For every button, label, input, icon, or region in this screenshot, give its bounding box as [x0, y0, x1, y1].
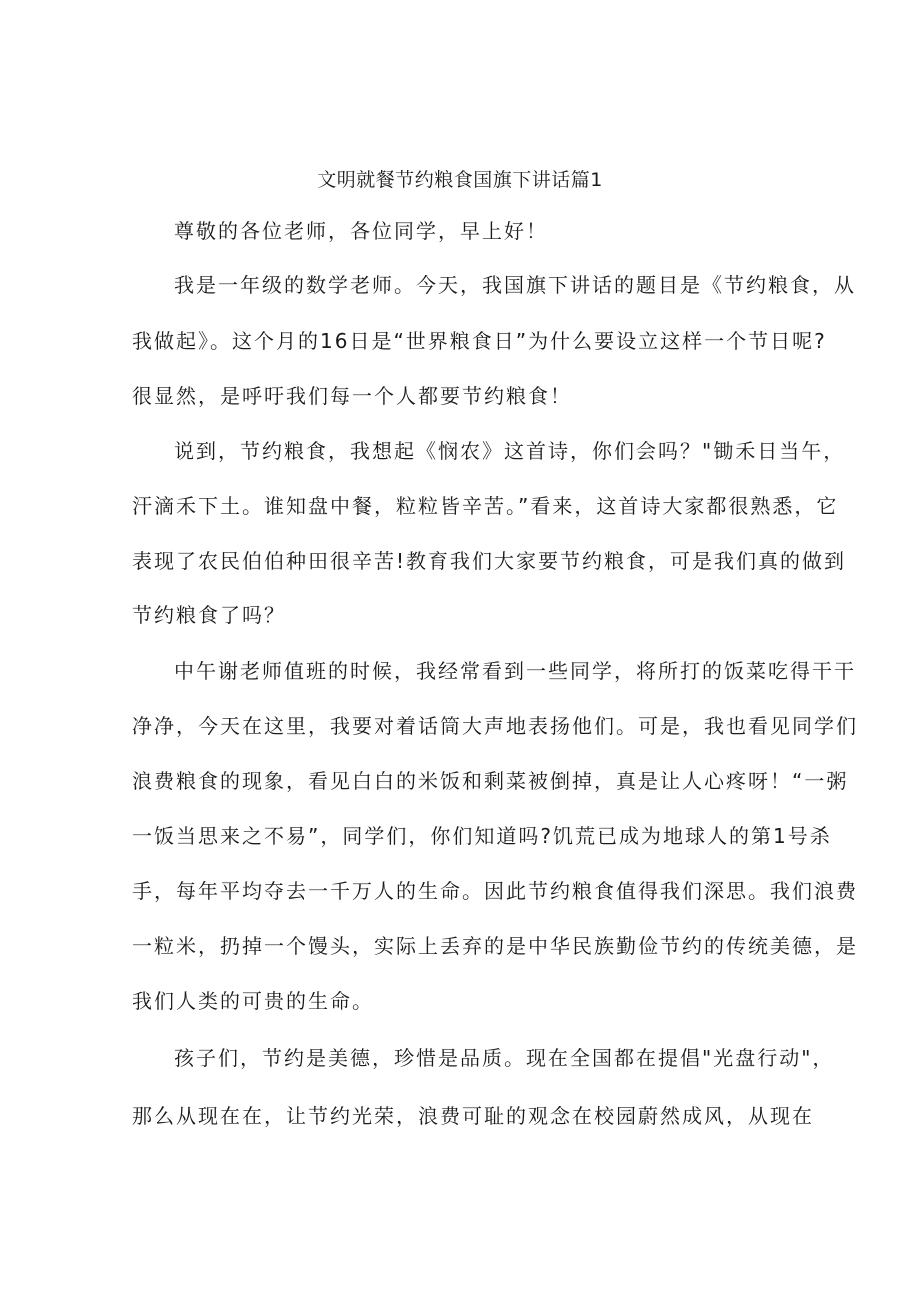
paragraph-line: 汗滴禾下土。谁知盘中餐，粒粒皆辛苦。”看来，这首诗大家都很熟悉，它 — [132, 494, 839, 518]
paragraph-line: 孩子们，节约是美德，珍惜是品质。现在全国都在提倡"光盘行动"， — [174, 1046, 835, 1070]
paragraph-line: 那么从现在在，让节约光荣，浪费可耻的观念在校园蔚然成风，从现在 — [132, 1104, 814, 1128]
paragraph-line: 我们人类的可贵的生命。 — [132, 989, 374, 1013]
salutation-line: 尊敬的各位老师，各位同学，早上好！ — [174, 219, 548, 243]
paragraph-line: 很显然，是呼吁我们每一个人都要节约粮食！ — [132, 384, 572, 408]
document-title: 文明就餐节约粮食国旗下讲话篇1 — [317, 169, 603, 191]
paragraph-line: 浪费粮食的现象，看见白白的米饭和剩菜被倒掉，真是让人心疼呀！“一粥 — [132, 769, 849, 793]
paragraph-line: 表现了农民伯伯种田很辛苦!教育我们大家要节约粮食，可是我们真的做到 — [132, 549, 847, 573]
paragraph-line: 手，每年平均夺去一千万人的生命。因此节约粮食值得我们深思。我们浪费 — [132, 879, 858, 903]
paragraph-line: 我做起》。这个月的16日是“世界粮食日”为什么要设立这样一个节日呢? — [132, 329, 827, 353]
paragraph-line: 净净，今天在这里，我要对着话筒大声地表扬他们。可是，我也看见同学们 — [132, 714, 858, 738]
paragraph-line: 我是一年级的数学老师。今天，我国旗下讲话的题目是《节约粮食，从 — [174, 273, 856, 297]
paragraph-line: 中午谢老师值班的时候，我经常看到一些同学，将所打的饭菜吃得干干 — [174, 659, 856, 683]
paragraph-line: 一饭当思来之不易”，同学们，你们知道吗?饥荒已成为地球人的第1号杀 — [132, 824, 832, 848]
paragraph-line: 说到，节约粮食，我想起《悯农》这首诗，你们会吗？"锄禾日当午， — [174, 439, 846, 463]
paragraph-line: 节约粮食了吗？ — [132, 603, 286, 627]
paragraph-line: 一粒米，扔掉一个馒头，实际上丢弃的是中华民族勤俭节约的传统美德，是 — [132, 934, 858, 958]
